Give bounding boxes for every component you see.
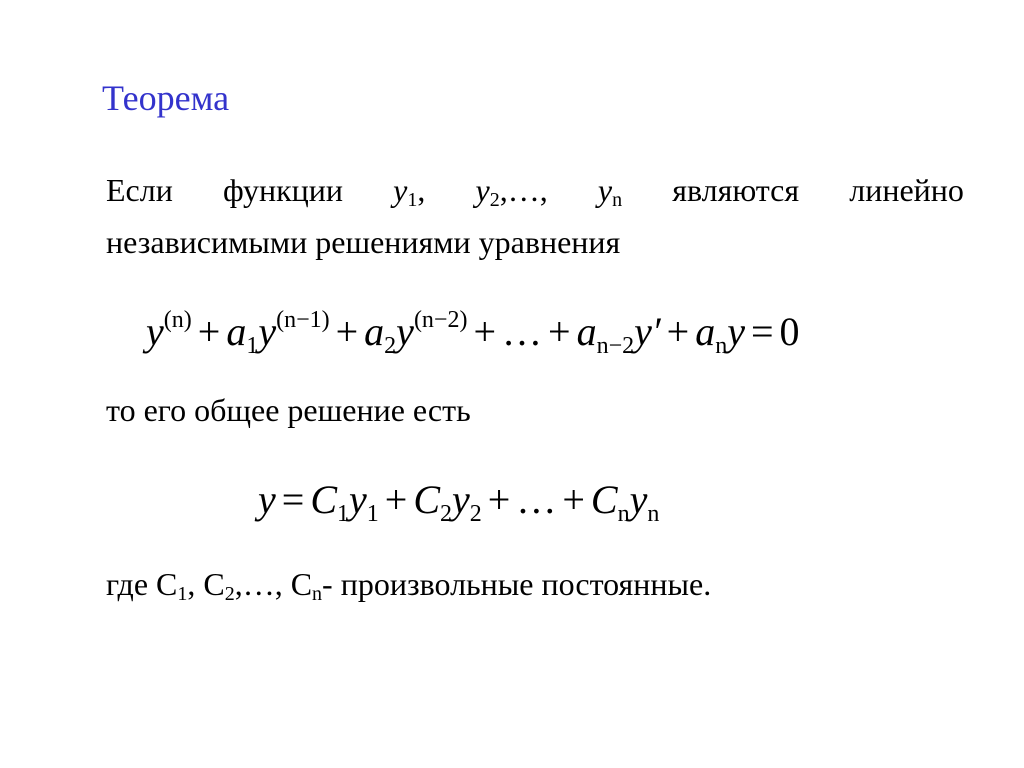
comma-1: ,: [417, 172, 426, 208]
eq1-sup-n2: (n−2): [413, 307, 468, 333]
eq1-an2: a: [576, 309, 597, 354]
eq1-dots: …: [502, 309, 543, 354]
eq1-zero: 0: [779, 309, 800, 354]
eq2-plus-2: +: [487, 477, 511, 522]
eq2-y: y: [258, 477, 276, 522]
constants-note: [106, 558, 711, 610]
word-functions: функции: [223, 172, 343, 208]
eq1-plus-3: +: [473, 309, 497, 354]
eq1-plus-5: +: [666, 309, 690, 354]
function-list-2: [476, 164, 548, 216]
eq1-y-3: y: [396, 309, 414, 354]
eq2-cn: C: [590, 477, 618, 522]
eq2-y1: y: [349, 477, 367, 522]
eq2-plus-1: +: [384, 477, 408, 522]
eq2-dots: …: [516, 477, 557, 522]
eq2-c1: C: [310, 477, 338, 522]
eq1-a1-sub: 1: [246, 333, 259, 359]
var-y1: y: [393, 172, 408, 208]
eq2-y2-sub: 2: [469, 501, 482, 527]
eq2-y2: y: [452, 477, 470, 522]
sub-2: 2: [489, 189, 500, 211]
general-solution-intro: то его общее решение есть: [106, 392, 471, 428]
word-if: Если: [106, 172, 173, 208]
eq1-a2-sub: 2: [384, 333, 397, 359]
var-y2: y: [475, 172, 490, 208]
eq1-a1: a: [226, 309, 247, 354]
eq2-c1-sub: 1: [337, 501, 350, 527]
note-mid-1: , С: [187, 566, 225, 602]
eq1-plus-4: +: [548, 309, 571, 354]
word-are: являются: [672, 172, 800, 208]
function-list-n: [598, 164, 622, 216]
eq2-equals: =: [281, 477, 305, 522]
eq1-sup-n: (n): [163, 307, 192, 333]
eq2-plus-3: +: [562, 477, 585, 522]
note-prefix: где С: [106, 566, 178, 602]
eq1-an-sub: n: [715, 333, 728, 359]
eq1-an2-sub: n−2: [596, 333, 635, 359]
slide-title: Теорема: [102, 78, 230, 118]
eq2-yn: y: [629, 477, 648, 522]
eq2-cn-sub: n: [617, 501, 630, 527]
note-suffix: - произвольные постоянные.: [322, 566, 712, 602]
eq1-y-last: y: [727, 309, 745, 354]
var-yn: y: [597, 172, 613, 208]
general-solution-equation: [258, 472, 659, 528]
eq1-an: a: [695, 309, 716, 354]
note-sub-1: 1: [177, 583, 188, 605]
eq1-a2: a: [364, 309, 385, 354]
function-list: [393, 164, 425, 216]
eq2-c2: C: [413, 477, 441, 522]
eq1-plus-2: +: [335, 309, 359, 354]
statement-line-1: [106, 164, 964, 216]
ellipsis-1: ,…,: [499, 172, 548, 208]
theorem-statement: [106, 164, 964, 268]
eq1-y-2: y: [258, 309, 277, 354]
word-linearly: линейно: [849, 172, 964, 208]
eq1-plus-1: +: [197, 309, 221, 354]
note-sub-n: n: [312, 583, 323, 605]
note-mid-2: ,…, С: [234, 566, 313, 602]
eq1-equals: =: [750, 309, 774, 354]
eq2-yn-sub: n: [647, 501, 660, 527]
statement-line-2: независимыми решениями уравнения: [106, 224, 621, 260]
eq2-c2-sub: 2: [440, 501, 453, 527]
eq2-y1-sub: 1: [366, 501, 379, 527]
eq1-y: y: [146, 309, 164, 354]
eq1-sup-n1: (n−1): [276, 307, 330, 333]
sub-n: n: [612, 189, 623, 211]
eq1-y-prime: y′: [634, 309, 661, 354]
sub-1: 1: [407, 189, 418, 211]
note-sub-2: 2: [224, 583, 235, 605]
differential-equation: [146, 304, 800, 360]
